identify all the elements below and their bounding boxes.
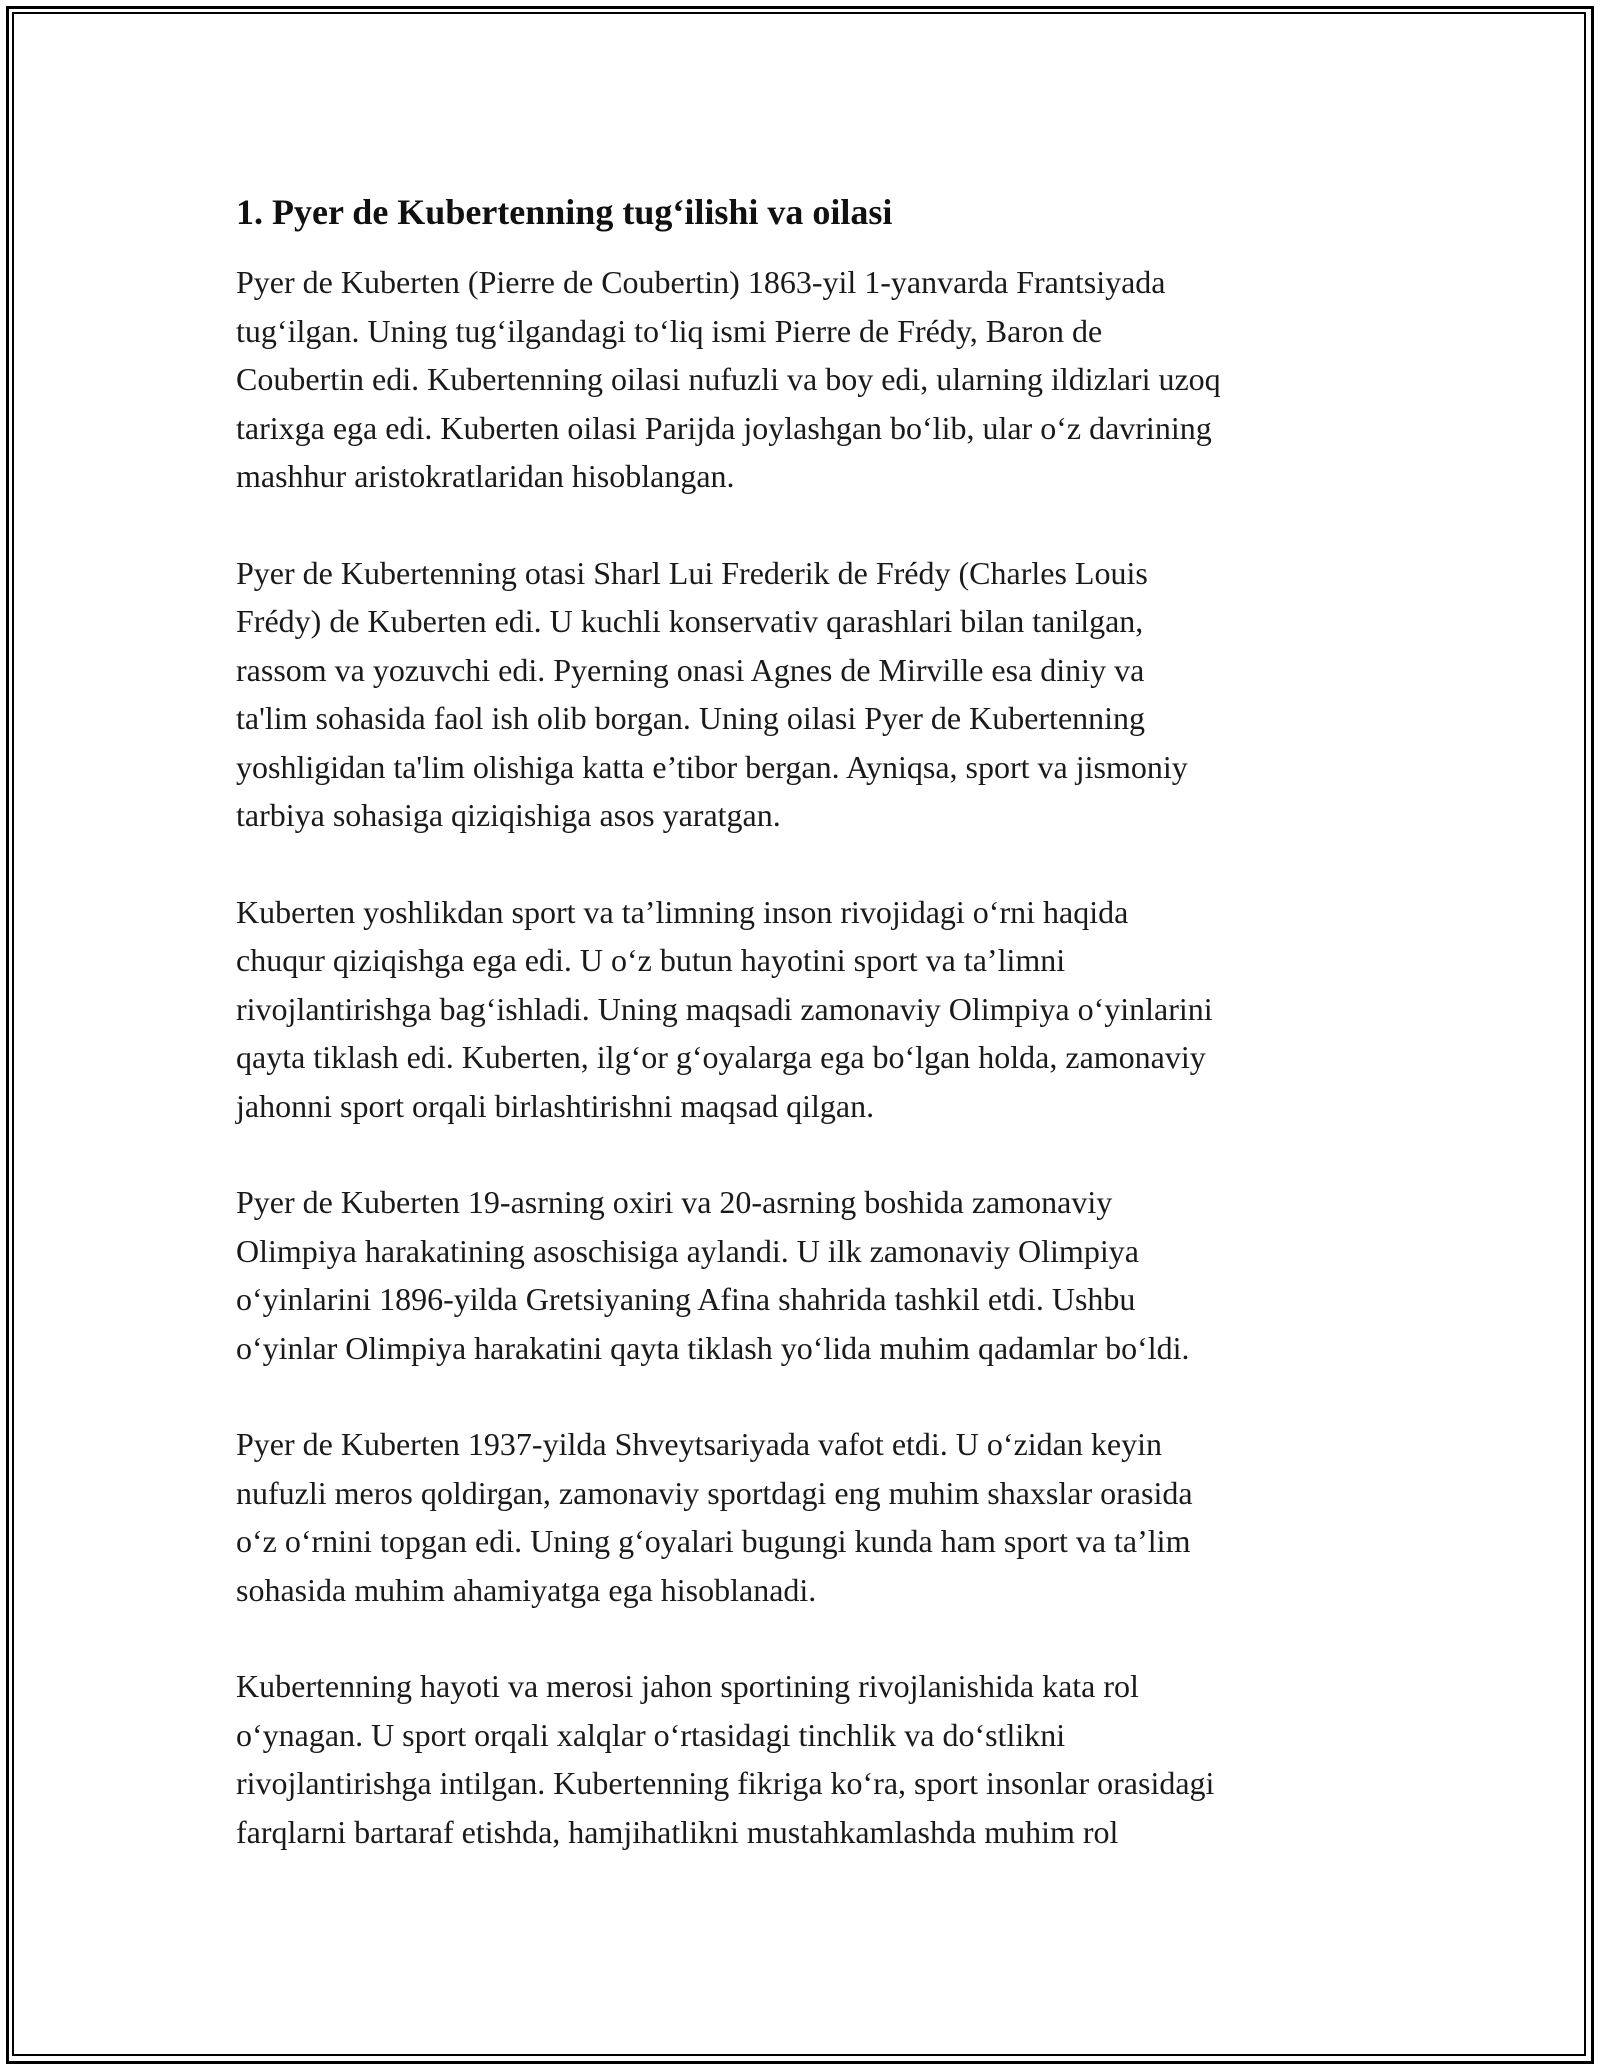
text-line: Frédy) de Kuberten edi. U kuchli konservativ qarashlari bilan tanilgan, (236, 603, 1144, 639)
text-line: o‘yinlar Olimpiya harakatini qayta tiklash yo‘lida muhim qadamlar bo‘ldi. (236, 1329, 1190, 1366)
text-line: Kuberten yoshlikdan sport va ta’limning inson rivojidagi o‘rni haqida (236, 893, 1129, 930)
paragraph-death (236, 1420, 1376, 1614)
paragraph-youth (236, 888, 1376, 1131)
text-line: rivojlantirishga intilgan. Kubertenning fikriga ko‘ra, sport insonlar orasidagi (236, 1765, 1215, 1801)
text-line: Kubertenning hayoti va merosi jahon sportining rivojlanishida kata rol (236, 1668, 1139, 1704)
text-line: rassom va yozuvchi edi. Pyerning onasi Agnes de Mirville esa diniy va (236, 651, 1145, 688)
paragraph-birth (236, 258, 1376, 501)
text-line: o‘ynagan. U sport orqali xalqlar o‘rtasidagi tinchlik va do‘stlikni (236, 1716, 1066, 1753)
text-line: ta'lim sohasida faol ish olib borgan. Uning oilasi Pyer de Kubertenning (236, 700, 1146, 736)
text-line: yoshligidan ta'lim olishiga katta e’tibor bergan. Ayniqsa, sport va jismoniy (236, 748, 1188, 785)
text-line: tarbiya sohasiga qiziqishiga asos yaratgan. (236, 797, 781, 833)
paragraph-olympics (236, 1178, 1376, 1372)
text-line: Pyer de Kuberten 1937-yilda Shveytsariyada vafot etdi. U o‘zidan keyin (236, 1426, 1162, 1462)
text-line: nufuzli meros qoldirgan, zamonaviy sportdagi eng muhim shaxslar orasida (236, 1474, 1193, 1511)
text-line: chuqur qiziqishga ega edi. U o‘z butun hayotini sport va ta’limni (236, 942, 1066, 978)
text-line: Coubertin edi. Kubertenning oilasi nufuzli va boy edi, ularning ildizlari uzoq (236, 361, 1221, 397)
text-line: tarixga ega edi. Kuberten oilasi Parijda joylashgan bo‘lib, ular o‘z davrining (236, 409, 1212, 446)
document-body (236, 188, 1376, 1904)
section-heading: 1. Pyer de Kubertenning tug‘ilishi va oilasi (236, 192, 893, 232)
text-line: qayta tiklash edi. Kuberten, ilg‘or g‘oyalarga ega bo‘lgan holda, zamonaviy (236, 1039, 1206, 1075)
text-line: o‘yinlarini 1896-yilda Gretsiyaning Afina shahrida tashkil etdi. Ushbu (236, 1281, 1136, 1317)
paragraph-parents (236, 549, 1376, 840)
text-line: mashhur aristokratlaridan hisoblangan. (236, 458, 735, 494)
text-line: sohasida muhim ahamiyatga ega hisoblanadi. (236, 1571, 817, 1608)
text-line: tug‘ilgan. Uning tug‘ilgandagi to‘liq ismi Pierre de Frédy, Baron de (236, 312, 1103, 349)
text-line: jahonni sport orqali birlashtirishni maqsad qilgan. (236, 1087, 875, 1124)
text-line: rivojlantirishga bag‘ishladi. Uning maqsadi zamonaviy Olimpiya o‘yinlarini (236, 990, 1213, 1027)
text-line: Pyer de Kubertenning otasi Sharl Lui Frederik de Frédy (Charles Louis (236, 554, 1148, 591)
paragraph-legacy (236, 1662, 1376, 1856)
text-line: Pyer de Kuberten 19-asrning oxiri va 20-asrning boshida zamonaviy (236, 1184, 1113, 1220)
text-line: o‘z o‘rnini topgan edi. Uning g‘oyalari bugungi kunda ham sport va ta’lim (236, 1523, 1191, 1559)
text-line: Olimpiya harakatining asoschisiga aylandi. U ilk zamonaviy Olimpiya (236, 1232, 1139, 1269)
text-line: Pyer de Kuberten (Pierre de Coubertin) 1863-yil 1-yanvarda Frantsiyada (236, 264, 1166, 300)
text-line: farqlarni bartaraf etishda, hamjihatlikni mustahkamlashda muhim rol (236, 1813, 1119, 1850)
